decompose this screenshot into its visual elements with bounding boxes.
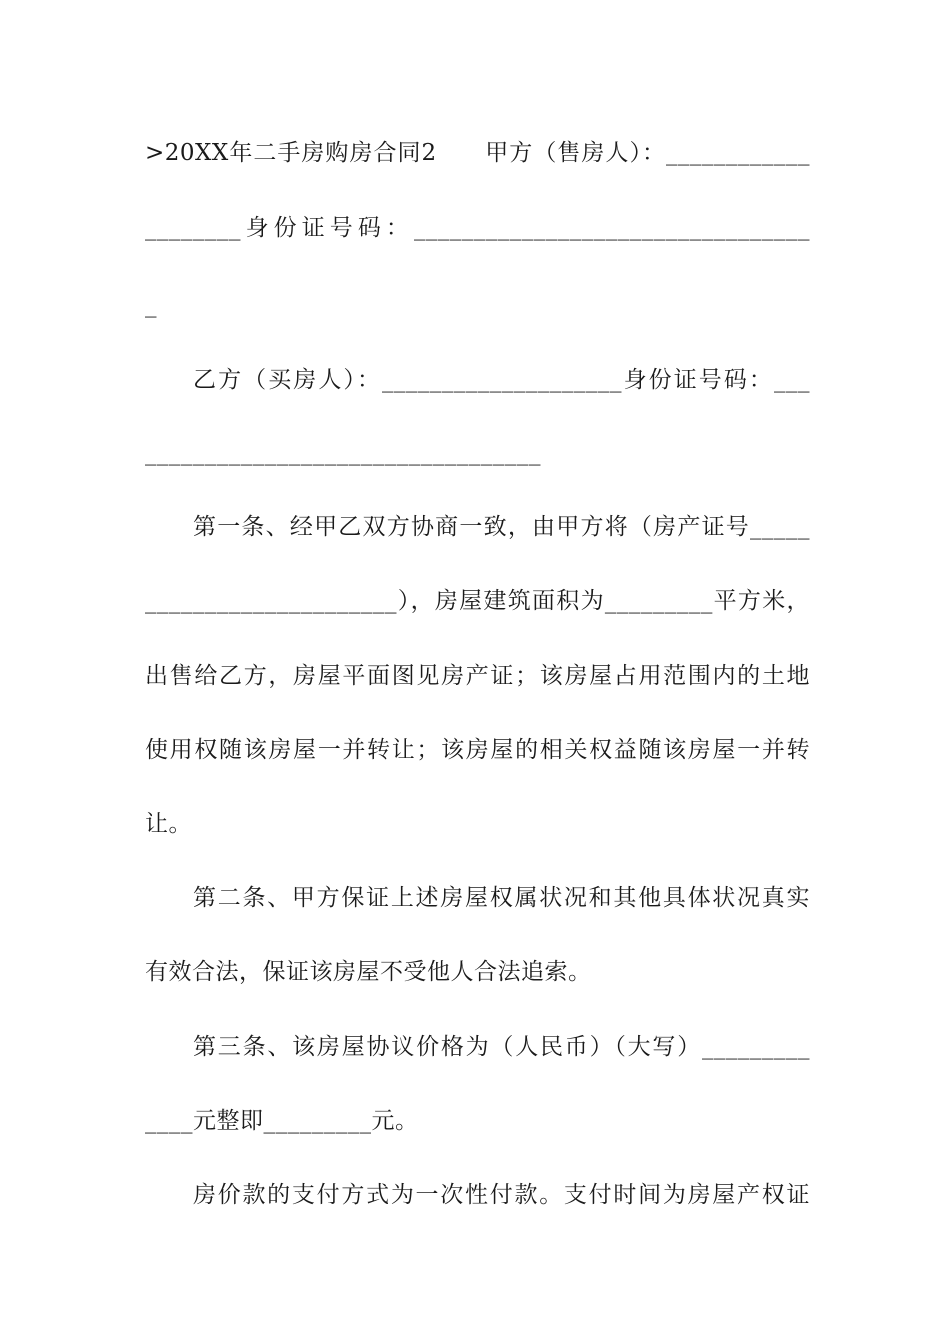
article-3-line-1: 第三条、该房屋协议价格为（人民币）（大写）_________ <box>193 1034 810 1060</box>
buyer-id-continuation: _________________________________ <box>145 440 541 466</box>
contract-title-line: >20XX年二手房购房合同2 甲方（售房人）：____________ <box>145 140 810 166</box>
article-1-line-1: 第一条、经甲乙双方协商一致，由甲方将（房产证号_____ <box>193 514 810 540</box>
buyer-line: 乙方（买房人）：____________________身份证号码：___ <box>193 367 810 393</box>
article-3-line-2: ____元整即_________元。 <box>145 1108 419 1134</box>
article-2-line-1: 第二条、甲方保证上述房屋权属状况和其他具体状况真实 <box>193 885 810 911</box>
seller-id-line: ________身份证号码：_________________________________ <box>145 215 810 241</box>
article-2-line-2: 有效合法，保证该房屋不受他人合法追索。 <box>145 959 592 985</box>
article-1-line-2: _____________________），房屋建筑面积为_________平方米， <box>145 588 810 614</box>
seller-id-continuation: _ <box>145 292 157 318</box>
article-1-line-3: 出售给乙方，房屋平面图见房产证；该房屋占用范围内的土地 <box>145 663 810 689</box>
article-1-line-4: 使用权随该房屋一并转让；该房屋的相关权益随该房屋一并转 <box>145 737 810 763</box>
payment-method-line: 房价款的支付方式为一次性付款。支付时间为房屋产权证 <box>193 1182 810 1208</box>
article-1-line-5: 让。 <box>145 811 192 837</box>
